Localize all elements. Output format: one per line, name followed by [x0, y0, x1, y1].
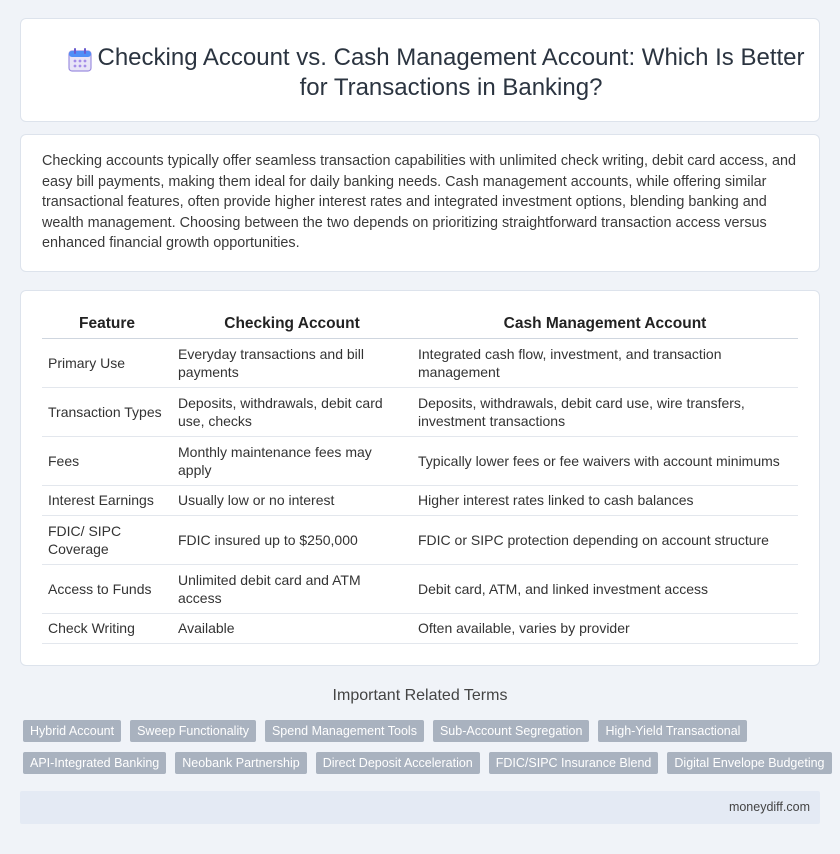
footer	[20, 791, 820, 824]
table-cell: Monthly maintenance fees may apply	[172, 436, 412, 485]
tag-api-integrated-banking[interactable]: API-Integrated Banking	[23, 752, 166, 774]
table-row	[42, 436, 798, 485]
related-terms-heading: Important Related Terms	[332, 687, 508, 704]
table-cell: Often available, varies by provider	[412, 613, 798, 643]
column-header-feature: Feature	[42, 311, 172, 338]
table-cell: FDIC insured up to $250,000	[172, 515, 412, 564]
tag-spend-management-tools[interactable]: Spend Management Tools	[265, 720, 424, 742]
tag-fdic-sipc-insurance-blend[interactable]: FDIC/SIPC Insurance Blend	[489, 752, 659, 774]
table-cell: Interest Earnings	[42, 485, 172, 515]
table-row	[42, 564, 798, 613]
table-row	[42, 515, 798, 564]
page-title: Checking Account vs. Cash Management Account: Which Is Better for Transactions in Banking?	[97, 44, 805, 101]
table-row	[42, 387, 798, 436]
tag-digital-envelope-budgeting[interactable]: Digital Envelope Budgeting	[667, 752, 831, 774]
table-cell: Fees	[42, 436, 172, 485]
table-row	[42, 485, 798, 515]
comparison-card	[20, 290, 820, 666]
table-cell: Integrated cash flow, investment, and transaction management	[412, 338, 798, 387]
column-header-cash-management: Cash Management Account	[412, 311, 798, 338]
table-cell: FDIC/ SIPC Coverage	[42, 515, 172, 564]
title-card	[20, 18, 820, 122]
table-cell: Higher interest rates linked to cash balances	[412, 485, 798, 515]
tag-high-yield-transactional[interactable]: High-Yield Transactional	[598, 720, 747, 742]
footer-site-name: moneydiff.com	[728, 800, 810, 814]
table-cell: Available	[172, 613, 412, 643]
tag-sub-account-segregation[interactable]: Sub-Account Segregation	[433, 720, 589, 742]
table-cell: Transaction Types	[42, 387, 172, 436]
table-cell: Deposits, withdrawals, debit card use, checks	[172, 387, 412, 436]
table-cell: Usually low or no interest	[172, 485, 412, 515]
tag-sweep-functionality[interactable]: Sweep Functionality	[130, 720, 256, 742]
table-cell: Access to Funds	[42, 564, 172, 613]
comparison-table	[42, 311, 798, 644]
table-cell: Debit card, ATM, and linked investment access	[412, 564, 798, 613]
table-cell: Check Writing	[42, 613, 172, 643]
tag-hybrid-account[interactable]: Hybrid Account	[23, 720, 121, 742]
column-header-checking: Checking Account	[172, 311, 412, 338]
table-row	[42, 613, 798, 643]
tag-direct-deposit-acceleration[interactable]: Direct Deposit Acceleration	[316, 752, 480, 774]
table-cell: Unlimited debit card and ATM access	[172, 564, 412, 613]
table-cell: Everyday transactions and bill payments	[172, 338, 412, 387]
table-cell: Deposits, withdrawals, debit card use, wire transfers, investment transactions	[412, 387, 798, 436]
related-terms-list	[23, 720, 825, 784]
table-cell: Typically lower fees or fee waivers with account minimums	[412, 436, 798, 485]
tag-neobank-partnership[interactable]: Neobank Partnership	[175, 752, 306, 774]
table-row	[42, 338, 798, 387]
intro-paragraph: Checking accounts typically offer seamless transaction capabilities with unlimited check writing, debit card access, and easy bill payments, making them ideal for daily banking needs. Cash management accounts, while offering similar transactional features, often provide higher interest rates and integrated investment options, blending banking and wealth management. Choosing between the two depends on prioritizing straightforward transaction access versus enhanced financial growth opportunities.	[42, 153, 797, 251]
intro-card	[20, 134, 820, 272]
table-header-row	[42, 311, 798, 338]
table-cell: FDIC or SIPC protection depending on account structure	[412, 515, 798, 564]
table-cell: Primary Use	[42, 338, 172, 387]
